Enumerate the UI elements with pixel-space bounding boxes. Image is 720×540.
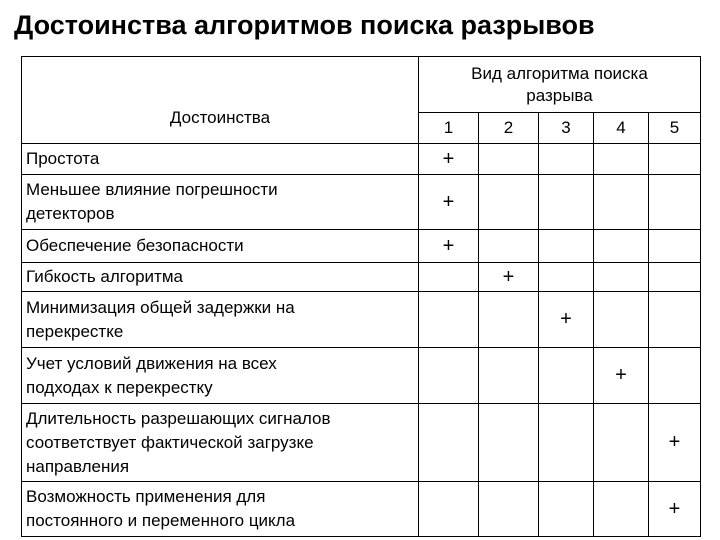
advantage-label (22, 175, 419, 230)
table-row (22, 144, 701, 175)
cell-algorithm-5 (649, 144, 701, 175)
header-advantages: Достоинства (169, 108, 271, 127)
cell-algorithm-3 (539, 175, 594, 230)
cell-algorithm-2 (479, 404, 539, 482)
cell-algorithm-4 (594, 404, 649, 482)
advantage-label (22, 348, 419, 404)
cell-algorithm-2 (479, 175, 539, 230)
cell-algorithm-5 (649, 292, 701, 348)
cell-algorithm-1 (419, 144, 479, 175)
advantage-label-line: Учет условий движения на всех (26, 353, 277, 373)
cell-algorithm-4 (594, 175, 649, 230)
advantage-label-line: Простота (26, 149, 100, 168)
cell-algorithm-2 (479, 292, 539, 348)
advantage-label-line: постоянного и переменного цикла (26, 511, 296, 530)
advantage-label (22, 230, 419, 263)
table-row (22, 230, 701, 263)
cell-algorithm-3 (539, 263, 594, 292)
advantage-label (22, 292, 419, 348)
cell-algorithm-3 (539, 348, 594, 404)
cell-algorithm-2 (479, 348, 539, 404)
cell-algorithm-3 (539, 404, 594, 482)
cell-algorithm-4 (594, 263, 649, 292)
cell-algorithm-5 (649, 263, 701, 292)
advantage-label-line: Минимизация общей задержки на (26, 297, 295, 317)
advantage-label (22, 144, 419, 175)
cell-algorithm-5 (649, 230, 701, 263)
column-number-3: 3 (539, 113, 594, 144)
cell-algorithm-5 (649, 175, 701, 230)
cell-algorithm-4 (594, 348, 649, 404)
cell-algorithm-3 (539, 230, 594, 263)
table-row (22, 348, 701, 404)
cell-algorithm-2 (479, 144, 539, 175)
plus-mark: + (442, 147, 455, 170)
cell-algorithm-3 (539, 144, 594, 175)
cell-algorithm-5 (649, 404, 701, 482)
cell-algorithm-1 (419, 175, 479, 230)
plus-mark: + (615, 364, 627, 386)
cell-algorithm-1 (419, 404, 479, 482)
advantage-label-line: Длительность разрешающих сигналов (26, 408, 331, 428)
cell-algorithm-1 (419, 348, 479, 404)
table-row (22, 292, 701, 348)
plus-mark: + (502, 265, 515, 288)
advantages-table (21, 56, 701, 537)
cell-algorithm-1 (419, 230, 479, 263)
column-number-2: 2 (479, 113, 539, 144)
header-row (22, 57, 701, 113)
cell-algorithm-3 (539, 292, 594, 348)
advantage-label-line: Возможность применения для (26, 487, 266, 506)
cell-algorithm-4 (594, 230, 649, 263)
advantage-label-line: соответствует фактической загрузке (26, 432, 314, 452)
plus-mark: + (668, 497, 681, 520)
plus-mark: + (560, 308, 572, 330)
cell-algorithm-2 (479, 230, 539, 263)
header-advantages-cell (22, 57, 419, 144)
table-row (22, 404, 701, 482)
header-algorithm-type (419, 57, 701, 113)
table-row (22, 175, 701, 230)
column-number-1: 1 (419, 113, 479, 144)
plus-mark: + (442, 190, 455, 213)
cell-algorithm-1 (419, 482, 479, 537)
advantage-label-line: подходах к перекрестку (26, 377, 213, 397)
advantage-label-line: перекрестке (26, 321, 124, 341)
cell-algorithm-3 (539, 482, 594, 537)
advantage-label-line: направления (26, 456, 130, 476)
cell-algorithm-5 (649, 482, 701, 537)
advantage-label-line: Обеспечение безопасности (26, 236, 244, 255)
cell-algorithm-1 (419, 263, 479, 292)
page-title: Достоинства алгоритмов поиска разрывов (14, 10, 595, 40)
advantage-label-line: Гибкость алгоритма (26, 267, 183, 286)
column-number-5: 5 (649, 113, 701, 144)
advantage-label (22, 404, 419, 482)
header-algorithm-type-line2: разрыва (526, 85, 593, 105)
advantage-label-line: детекторов (26, 204, 115, 223)
plus-mark: + (668, 431, 681, 453)
cell-algorithm-4 (594, 292, 649, 348)
cell-algorithm-5 (649, 348, 701, 404)
cell-algorithm-1 (419, 292, 479, 348)
cell-algorithm-2 (479, 263, 539, 292)
advantage-label-line: Меньшее влияние погрешности (26, 180, 278, 199)
table-row (22, 263, 701, 292)
column-number-4: 4 (594, 113, 649, 144)
cell-algorithm-2 (479, 482, 539, 537)
advantage-label (22, 263, 419, 292)
table-row (22, 482, 701, 537)
advantage-label (22, 482, 419, 537)
header-algorithm-type-line1: Вид алгоритма поиска (471, 63, 648, 83)
cell-algorithm-4 (594, 144, 649, 175)
plus-mark: + (442, 234, 455, 257)
cell-algorithm-4 (594, 482, 649, 537)
